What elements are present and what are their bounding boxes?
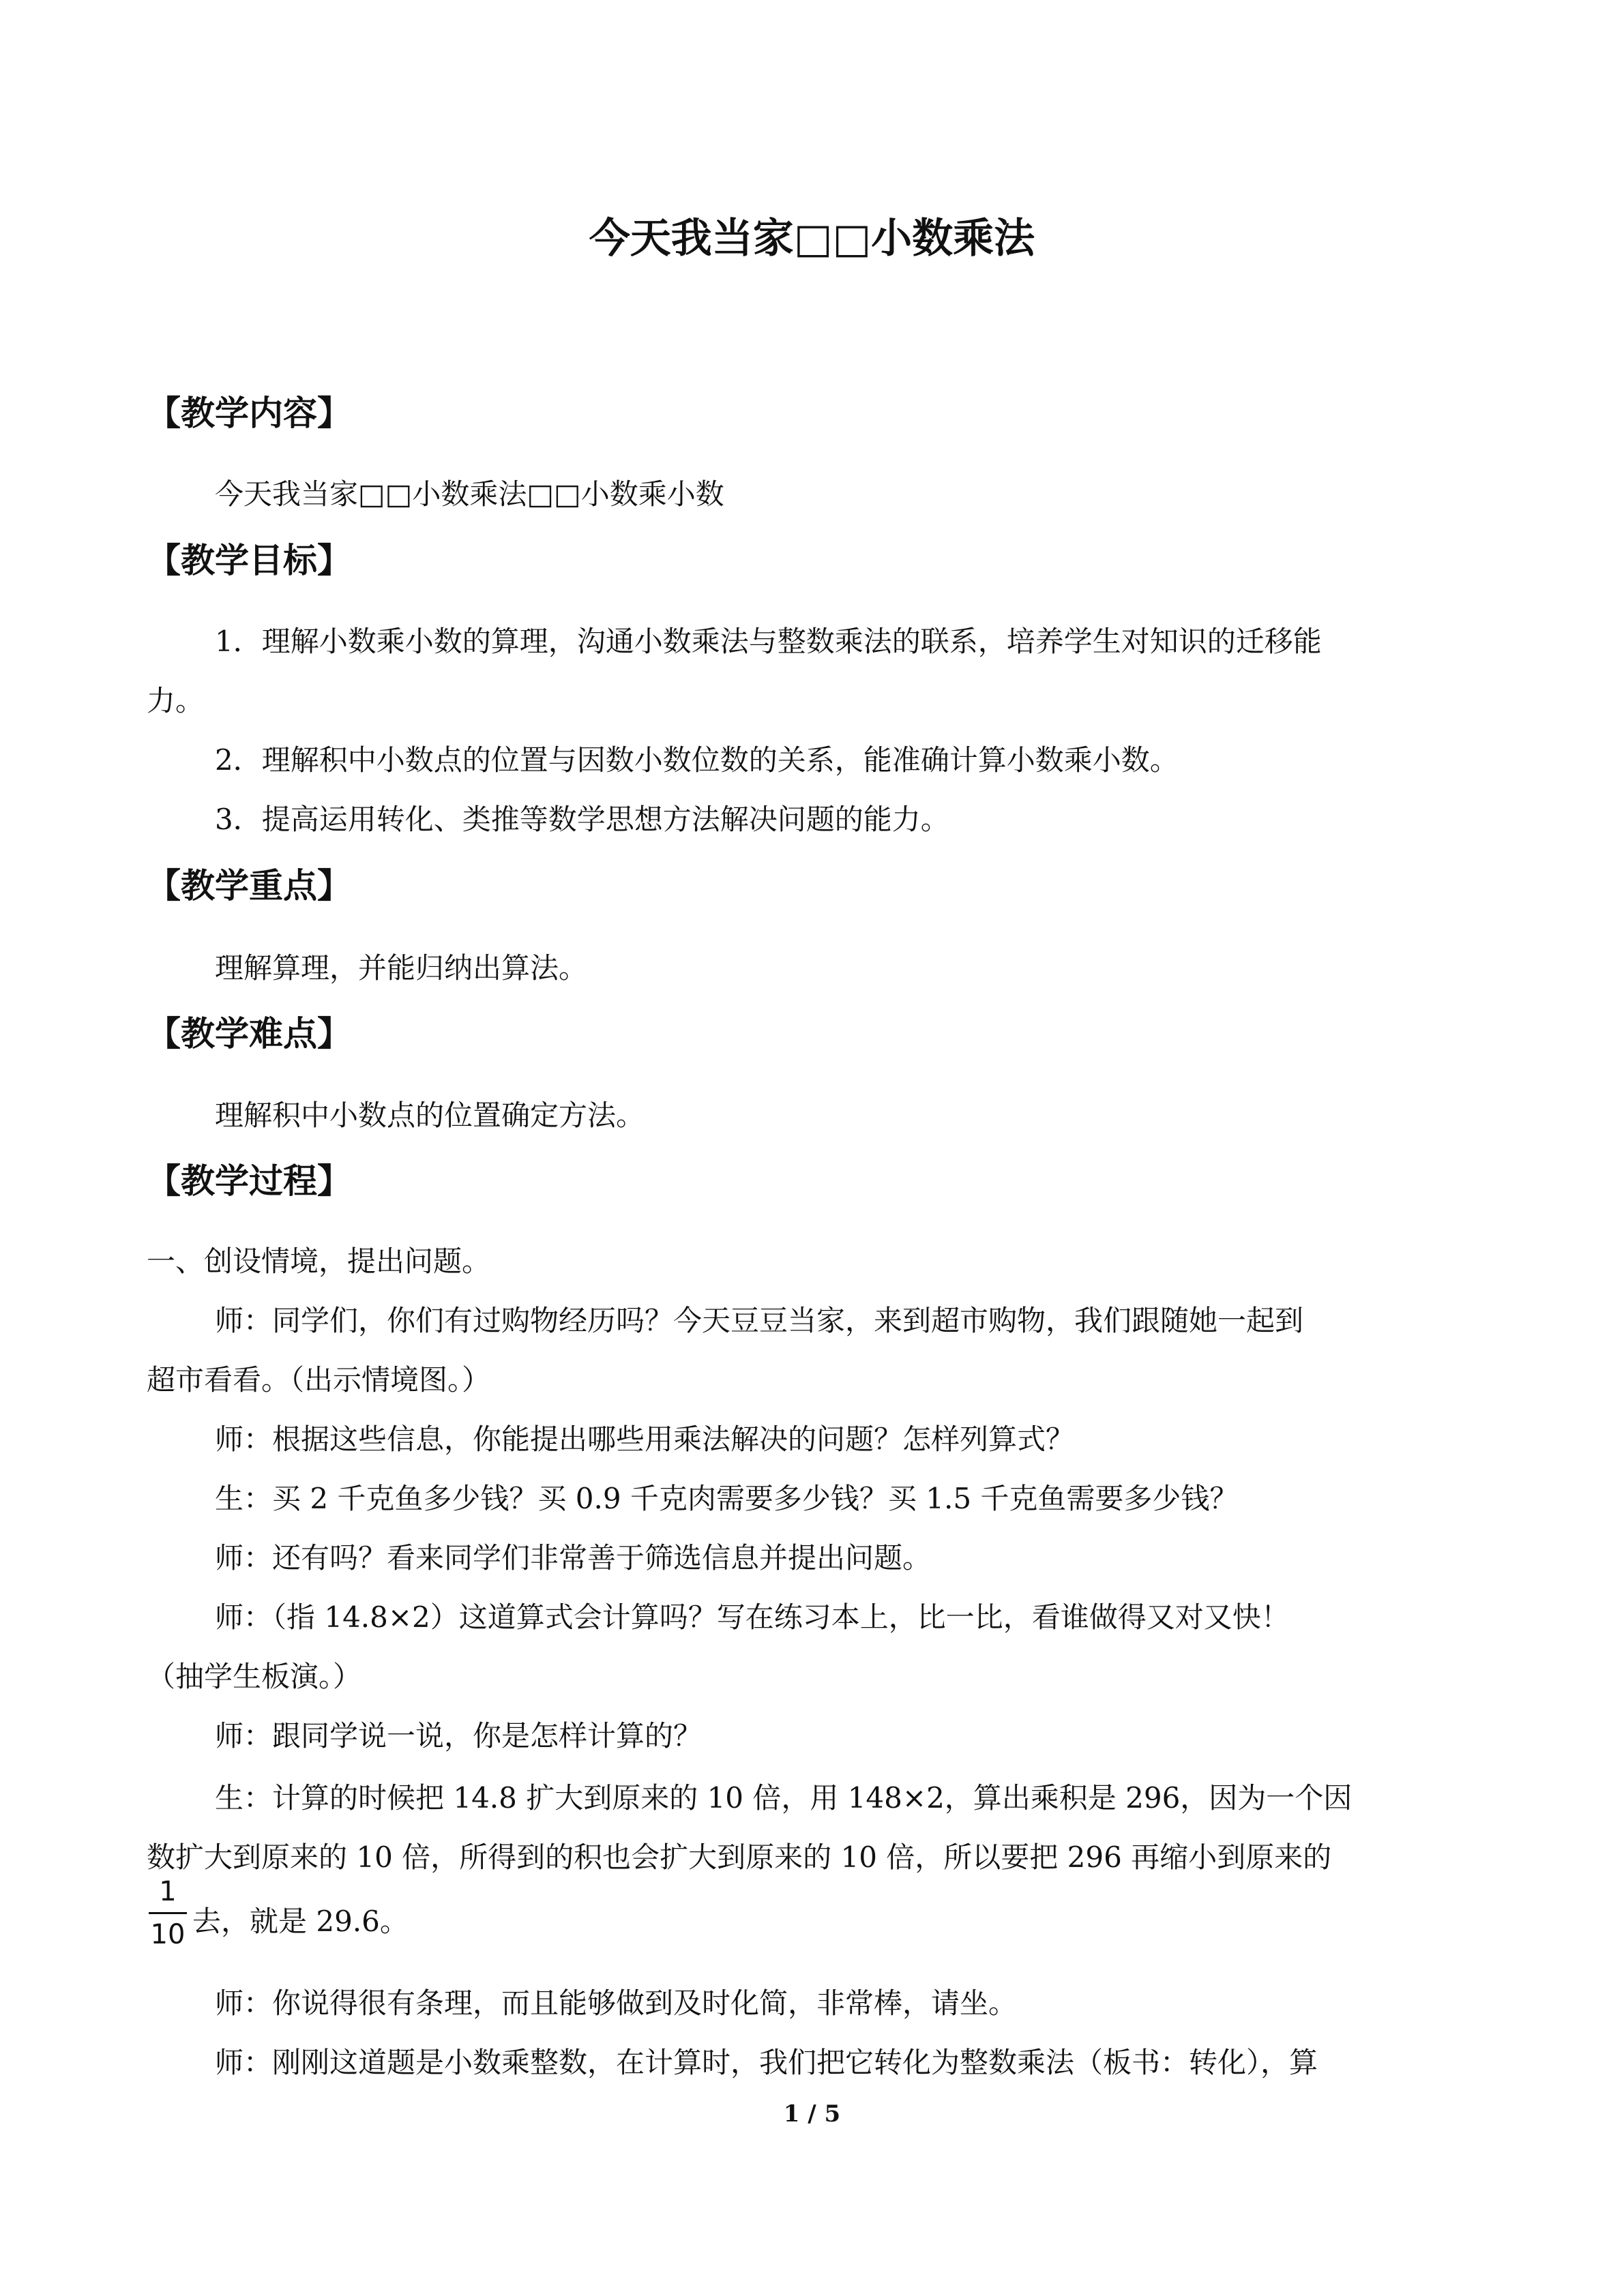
process-para-7-line-2: 数扩大到原来的 10 倍，所得到的积也会扩大到原来的 10 倍，所以要把 296 再缩小到原来的 (147, 1840, 1332, 1874)
process-para-6: 师：跟同学说一说，你是怎样计算的？ (215, 1719, 703, 1753)
key-points-text: 理解算理，并能归纳出算法。 (215, 951, 588, 985)
fraction-numerator: 1 (159, 1876, 177, 1907)
heading-teaching-content: 【教学内容】 (147, 393, 351, 433)
heading-teaching-process: 【教学过程】 (147, 1161, 351, 1201)
process-step-1: 一、创设情境，提出问题。 (147, 1244, 491, 1278)
objective-1-line-2: 力。 (147, 684, 205, 717)
process-para-1-line-1: 师：同学们，你们有过购物经历吗？今天豆豆当家，来到超市购物，我们跟随她一起到 (215, 1304, 1304, 1337)
heading-key-points: 【教学重点】 (147, 865, 351, 906)
page-number: 1 / 5 (783, 2100, 841, 2128)
process-para-2: 师：根据这些信息，你能提出哪些用乘法解决的问题？怎样列算式？ (215, 1422, 1075, 1456)
process-para-3: 生：买 2 千克鱼多少钱？买 0.9 千克肉需要多少钱？买 1.5 千克鱼需要多少钱？ (215, 1482, 1239, 1515)
heading-difficulties: 【教学难点】 (147, 1013, 351, 1054)
process-para-1-line-2: 超市看看。（出示情境图。） (147, 1363, 491, 1397)
process-para-8: 师：你说得很有条理，而且能够做到及时化简，非常棒，请坐。 (215, 1986, 1018, 2020)
objective-1-line-1: 1．理解小数乘小数的算理，沟通小数乘法与整数乘法的联系，培养学生对知识的迁移能 (215, 625, 1322, 658)
process-para-7-line-3: 去，就是 29.6。 (192, 1905, 409, 1938)
process-para-9: 师：刚刚这道题是小数乘整数，在计算时，我们把它转化为整数乘法（板书：转化），算 (215, 2046, 1318, 2079)
process-para-5-line-1: 师：（指 14.8×2）这道算式会计算吗？写在练习本上，比一比，看谁做得又对又快！ (215, 1600, 1290, 1634)
heading-teaching-objectives: 【教学目标】 (147, 540, 351, 580)
process-para-5-line-2: （抽学生板演。） (147, 1660, 362, 1693)
objective-3: 3．提高运用转化、类推等数学思想方法解决问题的能力。 (215, 803, 949, 836)
process-para-7-line-1: 生：计算的时候把 14.8 扩大到原来的 10 倍，用 148×2，算出乘积是 296，因为一个因 (215, 1781, 1353, 1815)
teaching-content-text: 今天我当家□□小数乘法□□小数乘小数 (215, 477, 724, 511)
fraction-denominator: 10 (150, 1919, 186, 1950)
fraction-one-tenth (149, 1874, 187, 1952)
process-para-4: 师：还有吗？看来同学们非常善于筛选信息并提出问题。 (215, 1541, 932, 1575)
document-title: 今天我当家□□小数乘法 (589, 215, 1035, 263)
difficulties-text: 理解积中小数点的位置确定方法。 (215, 1099, 645, 1132)
objective-2: 2．理解积中小数点的位置与因数小数位数的关系，能准确计算小数乘小数。 (215, 743, 1179, 777)
fraction-bar (149, 1912, 187, 1914)
